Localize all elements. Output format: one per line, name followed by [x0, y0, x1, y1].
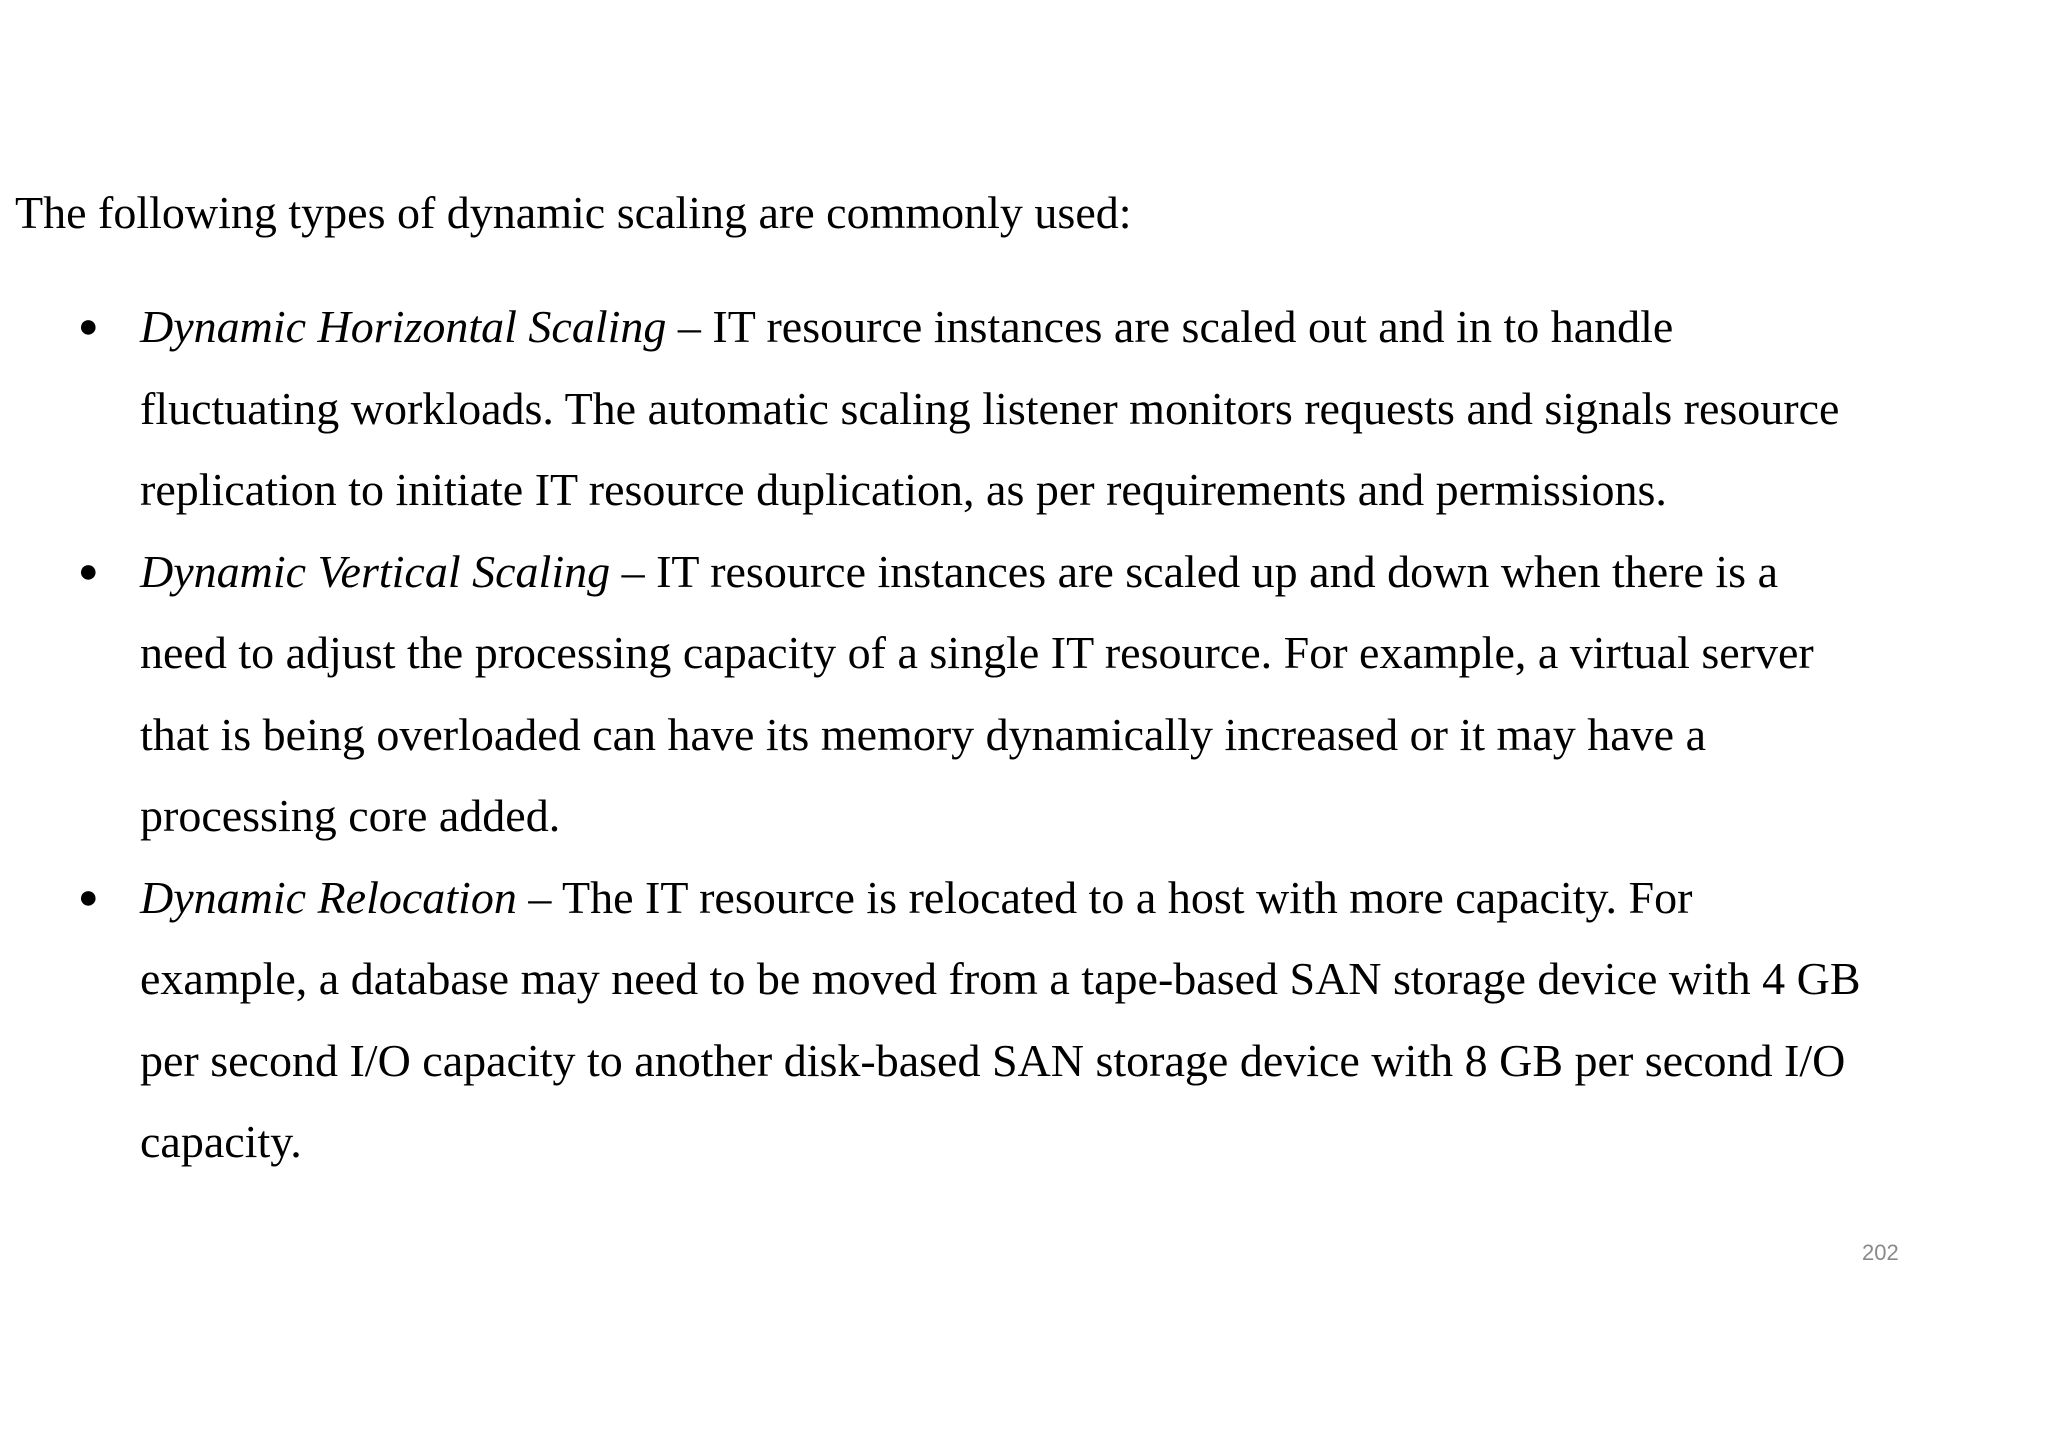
list-item-vertical-scaling	[0, 531, 1980, 857]
item-line: per second I/O capacity to another disk-based SAN storage device with 8 GB per second I/O	[140, 1034, 1846, 1086]
item-line: that is being overloaded can have its memory dynamically increased or it may have a	[140, 708, 1706, 760]
item-line-text: – The IT resource is relocated to a host with more capacity. For	[516, 871, 1693, 923]
item-line	[140, 531, 1980, 613]
item-line: example, a database may need to be moved from a tape-based SAN storage device with 4 GB	[140, 953, 1861, 1004]
item-line	[140, 857, 1980, 939]
item-line-text: – IT resource instances are scaled up and down when there is a	[610, 545, 1778, 597]
item-line: need to adjust the processing capacity of a single IT resource. For example, a virtual server	[140, 627, 1814, 678]
item-term: Dynamic Relocation	[140, 871, 517, 923]
list-item-relocation	[0, 857, 1980, 1183]
page-number: 202	[1862, 1240, 1899, 1265]
scaling-types-list	[0, 286, 2048, 1183]
intro-paragraph: The following types of dynamic scaling are commonly used:	[15, 187, 1132, 238]
bullet-icon: ●	[78, 878, 99, 916]
item-line	[140, 286, 1980, 368]
item-line: processing core added.	[140, 790, 561, 841]
list-item-horizontal-scaling	[0, 286, 1980, 531]
item-line: fluctuating workloads. The automatic scaling listener monitors requests and signals resource	[140, 382, 1840, 434]
bullet-icon: ●	[78, 308, 99, 345]
item-line-text: – IT resource instances are scaled out and in to handle	[666, 301, 1674, 352]
item-term: Dynamic Vertical Scaling	[140, 545, 611, 597]
bullet-icon: ●	[78, 552, 99, 590]
item-line: capacity.	[140, 1116, 302, 1167]
item-term: Dynamic Horizontal Scaling	[140, 301, 667, 352]
item-line: replication to initiate IT resource duplication, as per requirements and permissions.	[140, 464, 1667, 515]
